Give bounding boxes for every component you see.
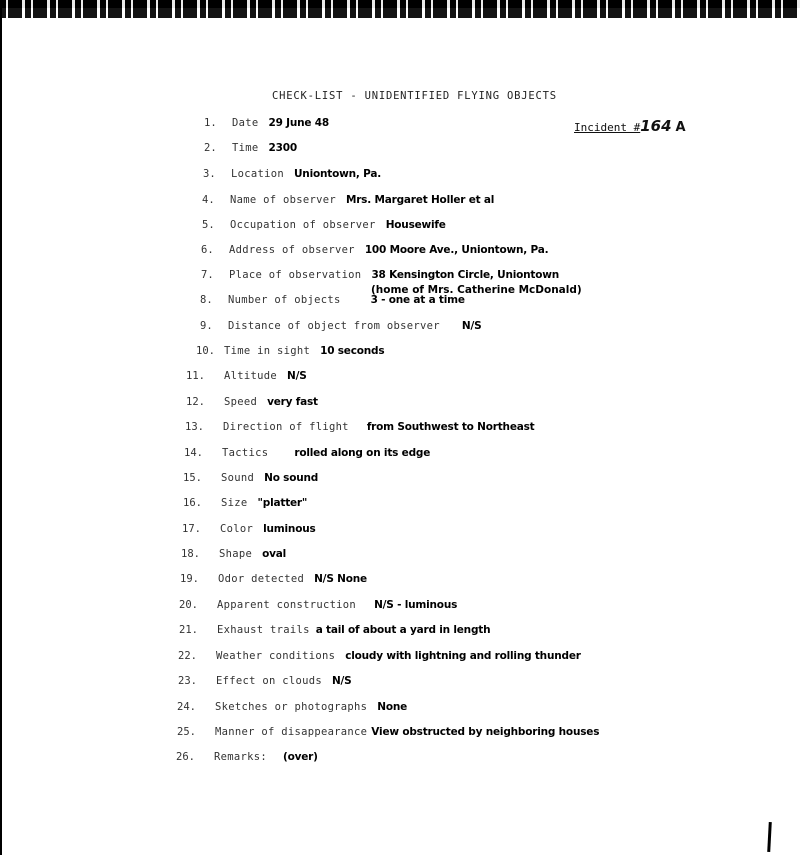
checklist-item-place: 7. Place of observation 38 Kensington Circle, Uniontown bbox=[201, 269, 560, 281]
checklist-item-sound: 15. Sound No sound bbox=[183, 472, 319, 484]
checklist-item-number-of-objects: 8. Number of objects 3 - one at a time bbox=[200, 294, 465, 306]
checklist-item-location: 3. Location Uniontown, Pa. bbox=[203, 168, 382, 180]
document-title: CHECK-LIST - UNIDENTIFIED FLYING OBJECTS bbox=[272, 90, 557, 102]
checklist-item-place-continuation: (home of Mrs. Catherine McDonald) bbox=[371, 284, 582, 296]
checklist-item-sketches: 24. Sketches or photographs None bbox=[177, 701, 408, 713]
checklist-item-direction: 13. Direction of flight from Southwest to Northeast bbox=[185, 421, 535, 433]
checklist-item-size: 16. Size "platter" bbox=[183, 497, 308, 509]
checklist-item-occupation: 5. Occupation of observer Housewife bbox=[202, 219, 446, 231]
checklist-item-construction: 20. Apparent construction N/S - luminous bbox=[179, 599, 458, 611]
scan-left-edge bbox=[0, 0, 2, 855]
checklist-item-exhaust-trails: 21. Exhaust trails a tail of about a yard in length bbox=[179, 624, 491, 636]
checklist-item-color: 17. Color luminous bbox=[182, 523, 316, 535]
checklist-item-time-in-sight: 10. Time in sight 10 seconds bbox=[196, 345, 385, 357]
scan-edge-mark bbox=[767, 822, 772, 852]
checklist-item-remarks: 26. Remarks: (over) bbox=[176, 751, 318, 763]
checklist-item-shape: 18. Shape oval bbox=[181, 548, 287, 560]
checklist-item-weather: 22. Weather conditions cloudy with lightning and rolling thunder bbox=[178, 650, 581, 662]
incident-suffix: A bbox=[675, 120, 686, 135]
checklist-item-disappearance: 25. Manner of disappearance View obstructed by neighboring houses bbox=[177, 726, 600, 738]
checklist-item-observer-name: 4. Name of observer Mrs. Margaret Holler et al bbox=[202, 194, 495, 206]
checklist-item-time: 2. Time 2300 bbox=[204, 142, 297, 154]
incident-label: Incident # bbox=[574, 121, 641, 134]
checklist-item-date: 1. Date 29 June 48 bbox=[204, 117, 330, 129]
incident-number bbox=[574, 117, 686, 135]
checklist-item-effect-on-clouds: 23. Effect on clouds N/S bbox=[178, 675, 352, 687]
checklist-item-tactics: 14. Tactics rolled along on its edge bbox=[184, 447, 431, 459]
checklist-item-speed: 12. Speed very fast bbox=[186, 396, 318, 408]
incident-value: 164 bbox=[640, 117, 672, 135]
checklist-item-altitude: 11. Altitude N/S bbox=[186, 370, 307, 382]
checklist-item-odor: 19. Odor detected N/S None bbox=[180, 573, 367, 585]
scan-top-pattern bbox=[0, 0, 800, 18]
checklist-item-distance: 9. Distance of object from observer N/S bbox=[200, 320, 482, 332]
checklist-item-address: 6. Address of observer 100 Moore Ave., Uniontown, Pa. bbox=[201, 244, 549, 256]
